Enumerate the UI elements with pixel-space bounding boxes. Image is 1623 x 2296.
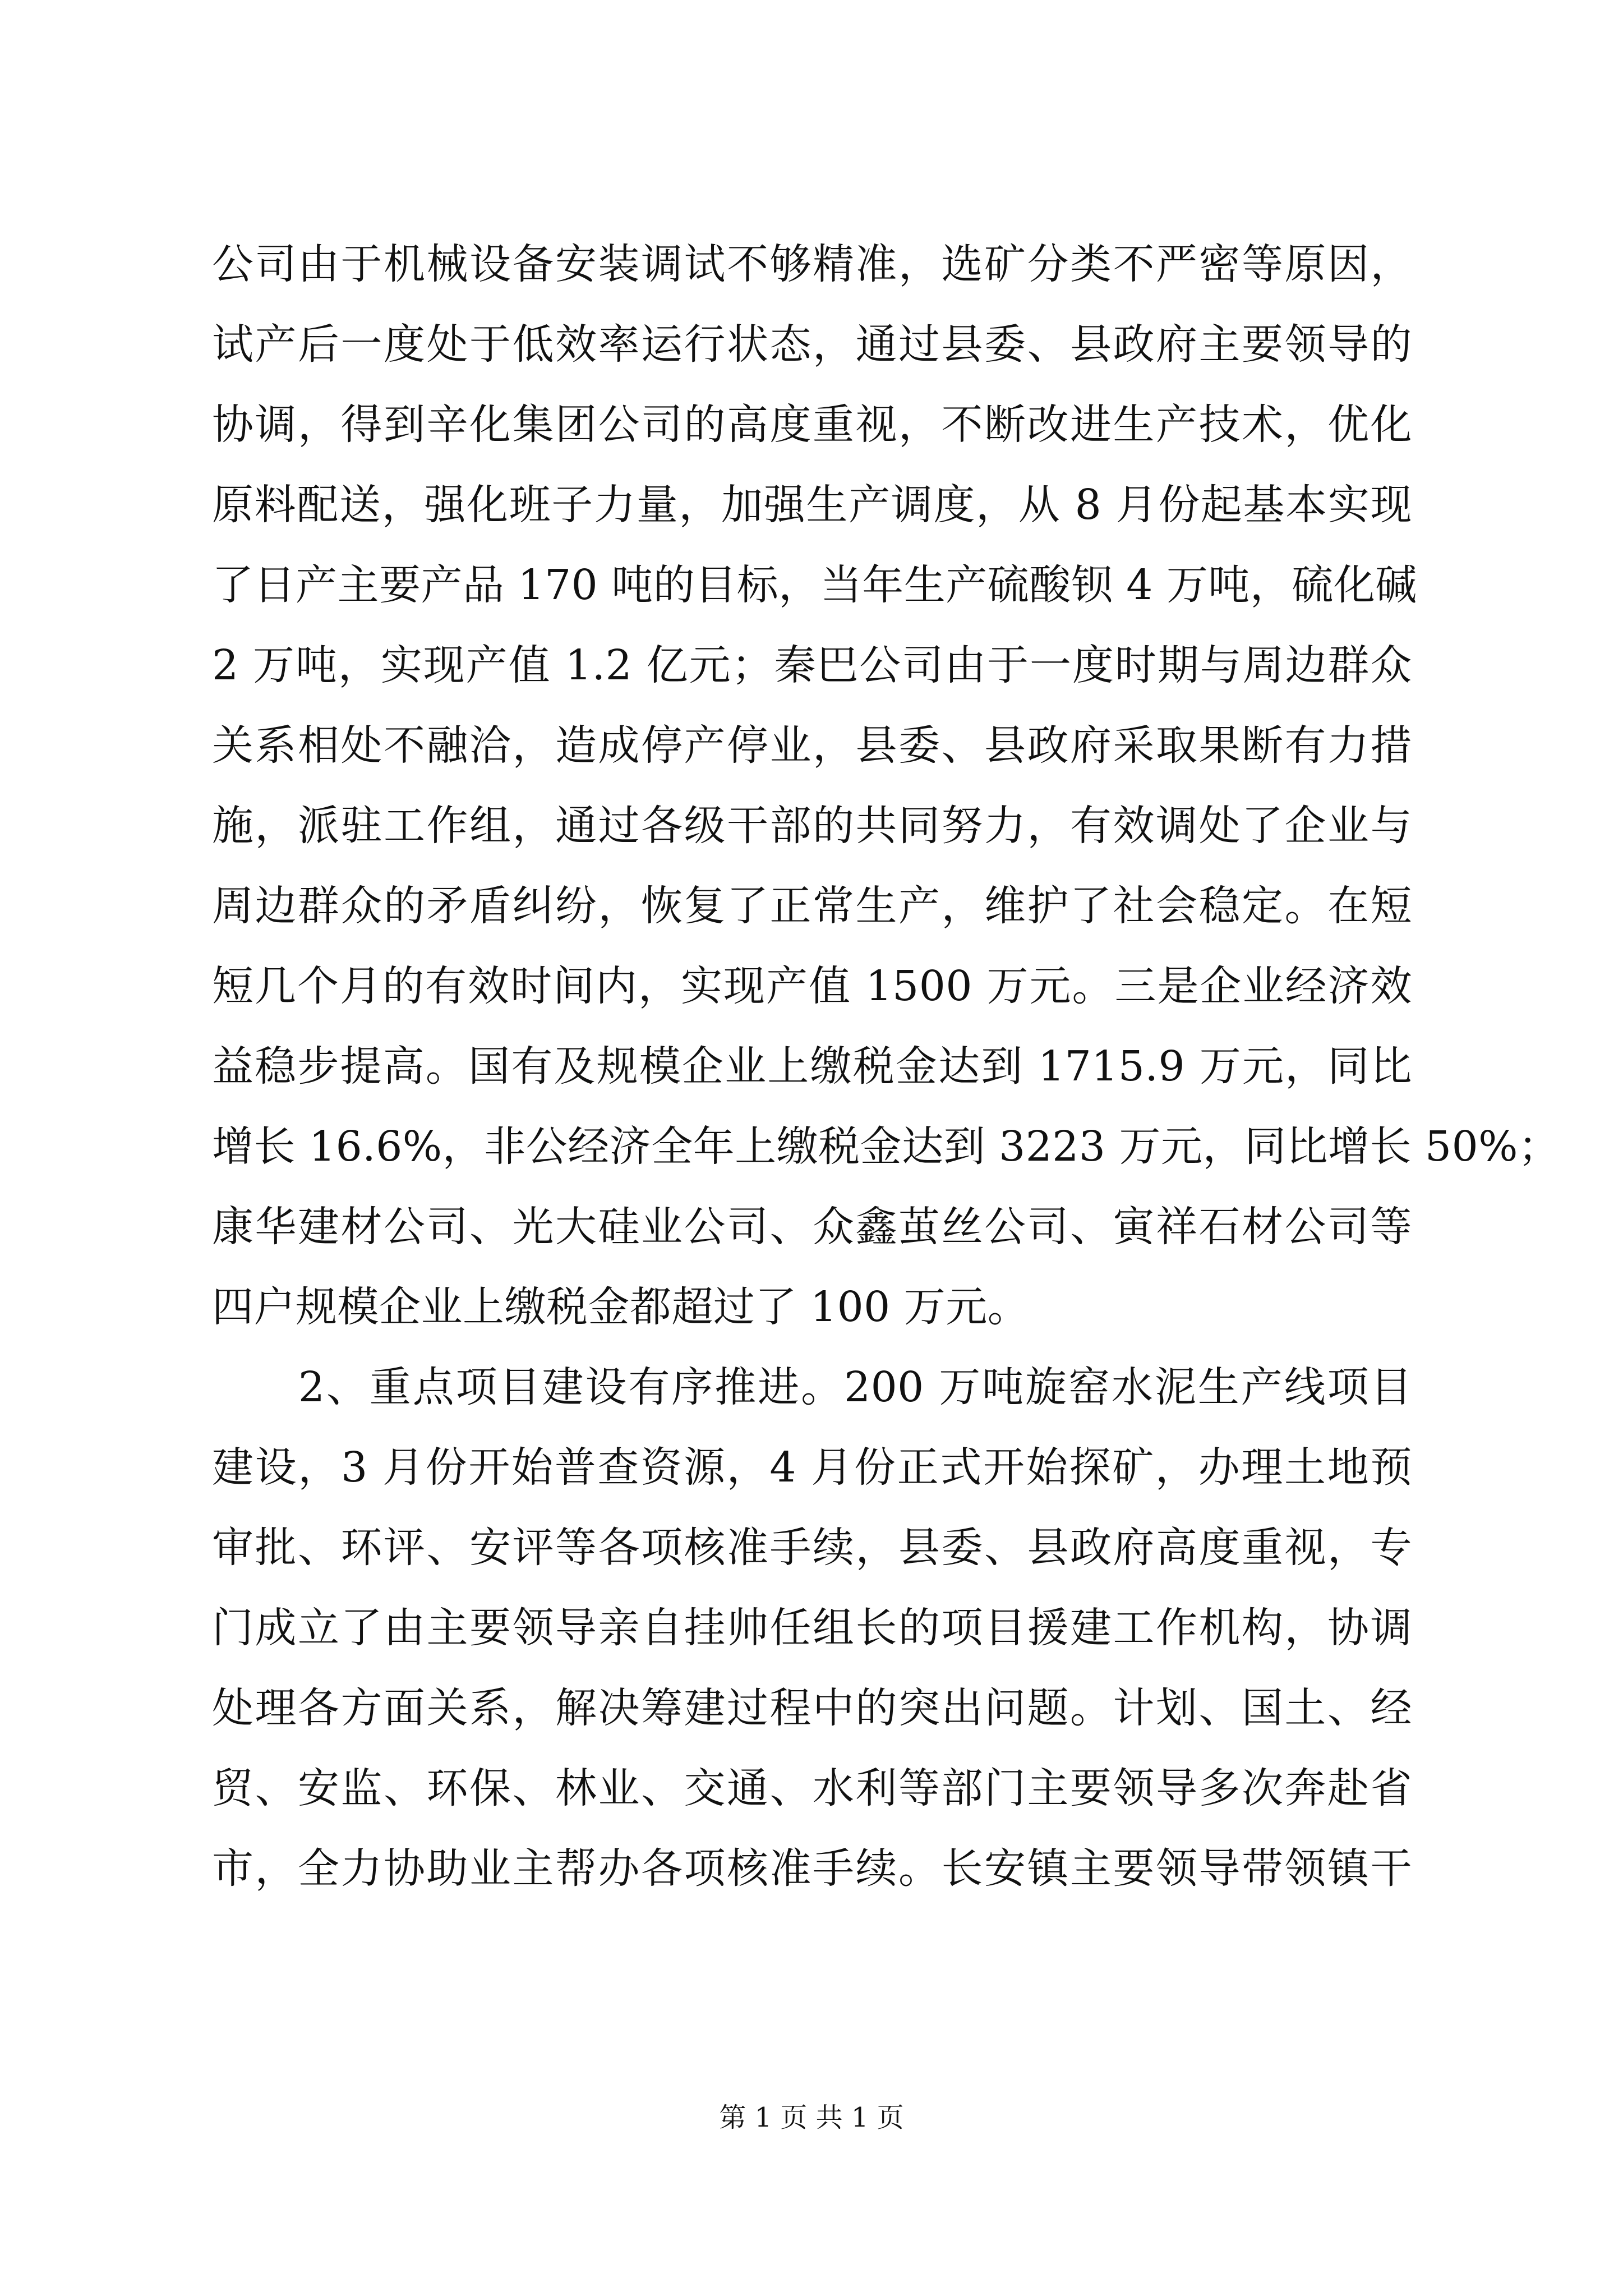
document-body [212, 224, 1560, 1909]
text-line: 2 万吨，实现产值 1.2 亿元；秦巴公司由于一度时期与周边群众 [212, 641, 1412, 689]
text-line: 贸、安监、环保、林业、交通、水利等部门主要领导多次奔赴省 [212, 1764, 1412, 1812]
text-line: 短几个月的有效时间内，实现产值 1500 万元。三是企业经济效 [212, 962, 1412, 1010]
text-line: 公司由于机械设备安装调试不够精准，选矿分类不严密等原因， [212, 240, 1412, 288]
text-line: 处理各方面关系，解决筹建过程中的突出问题。计划、国土、经 [212, 1684, 1412, 1732]
text-line: 周边群众的矛盾纠纷，恢复了正常生产，维护了社会稳定。在短 [212, 882, 1412, 930]
text-line: 原料配送，强化班子力量，加强生产调度，从 8 月份起基本实现 [212, 481, 1412, 529]
text-line-paragraph-start: 2、重点项目建设有序推进。200 万吨旋窑水泥生产线项目 [212, 1363, 1412, 1411]
text-line: 审批、环评、安评等各项核准手续，县委、县政府高度重视，专 [212, 1524, 1412, 1572]
text-line-paragraph-end: 四户规模企业上缴税金都超过了 100 万元。 [212, 1283, 1030, 1331]
text-line: 协调，得到辛化集团公司的高度重视，不断改进生产技术，优化 [212, 401, 1412, 449]
text-line: 施，派驻工作组，通过各级干部的共同努力，有效调处了企业与 [212, 802, 1412, 850]
text-line: 益稳步提高。国有及规模企业上缴税金达到 1715.9 万元，同比 [212, 1042, 1412, 1091]
page-footer: 第 1 页 共 1 页 [719, 2102, 904, 2133]
text-line: 门成立了由主要领导亲自挂帅任组长的项目援建工作机构，协调 [212, 1604, 1412, 1652]
text-line: 康华建材公司、光大硅业公司、众鑫茧丝公司、寅祥石材公司等 [212, 1203, 1412, 1251]
text-line: 增长 16.6%，非公经济全年上缴税金达到 3223 万元，同比增长 50%； [212, 1122, 1560, 1171]
text-line: 市，全力协助业主帮办各项核准手续。长安镇主要领导带领镇干 [212, 1844, 1412, 1893]
text-line: 了日产主要产品 170 吨的目标，当年生产硫酸钡 4 万吨，硫化碱 [212, 561, 1417, 609]
text-line: 试产后一度处于低效率运行状态，通过县委、县政府主要领导的 [212, 320, 1412, 369]
text-line: 建设，3 月份开始普查资源，4 月份正式开始探矿，办理土地预 [212, 1443, 1412, 1492]
text-line: 关系相处不融洽，造成停产停业，县委、县政府采取果断有力措 [212, 721, 1412, 770]
